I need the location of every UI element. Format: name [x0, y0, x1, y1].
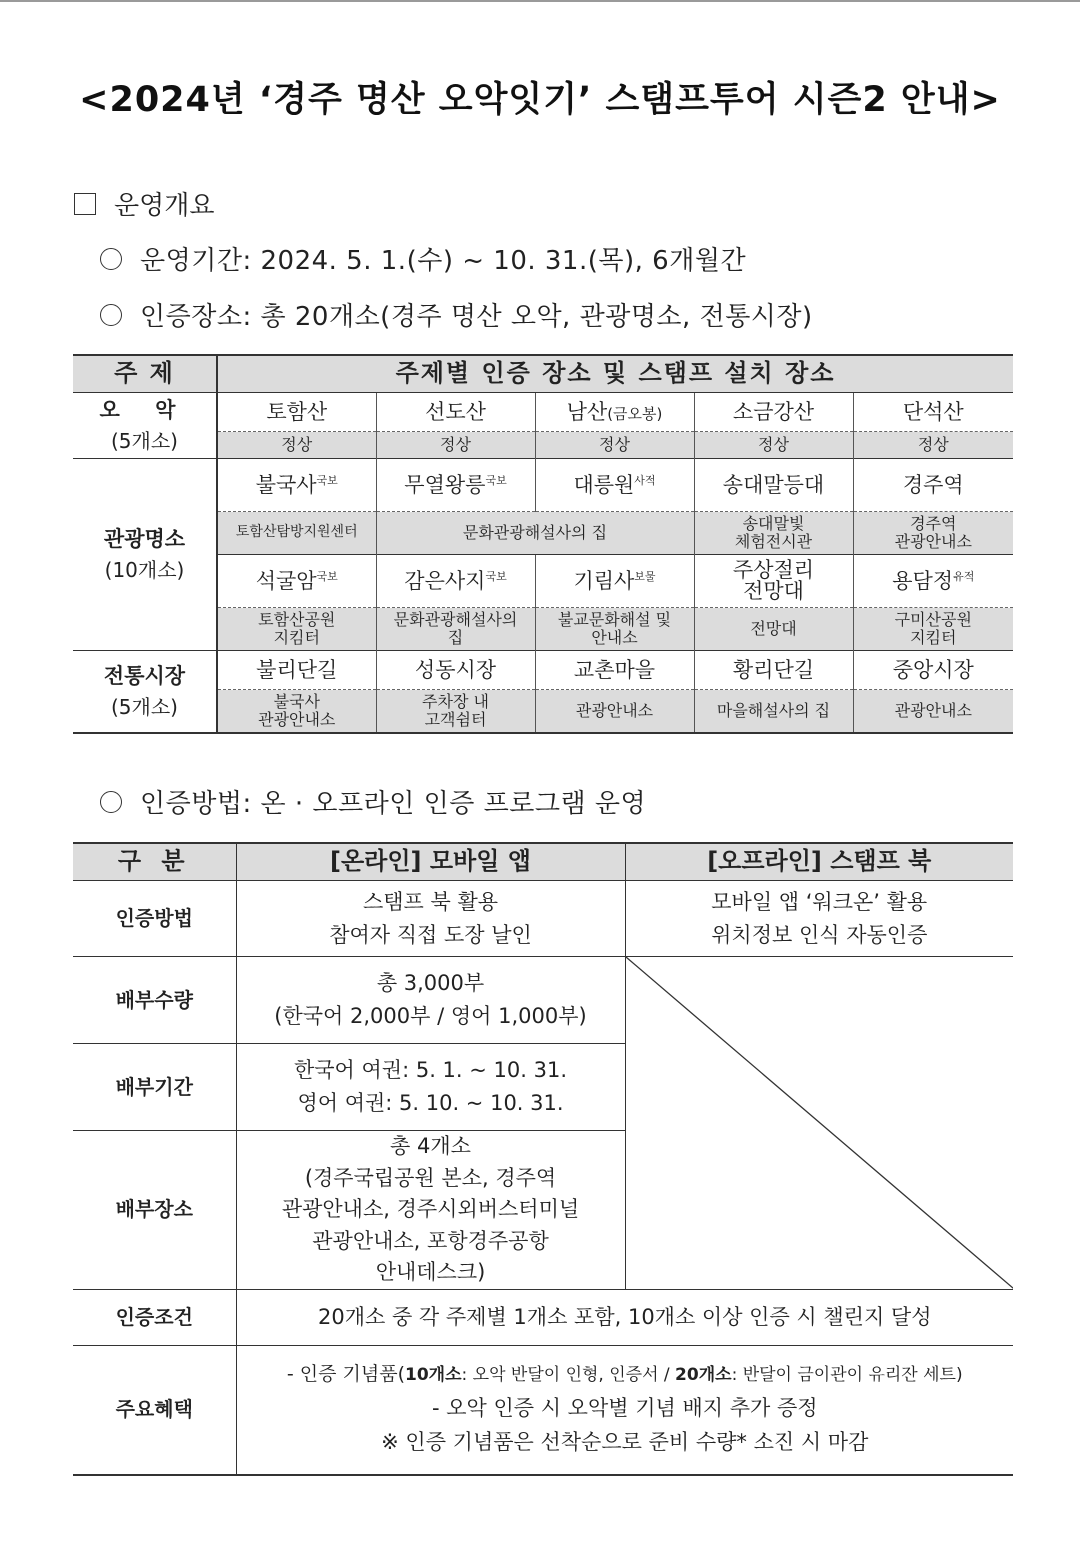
stamp-cell: 관광안내소 [535, 690, 694, 734]
main-benefits [236, 1345, 1013, 1475]
square-bullet-icon [74, 193, 96, 215]
stamp-cell: 불교문화해설 및 안내소 [535, 608, 694, 651]
place-cell: 용담정$^{유적}$ [853, 555, 1013, 608]
category-label: 오 악 [99, 397, 190, 422]
places-text: 인증장소: 총 20개소(경주 명산 오악, 관광명소, 전통시장) [140, 302, 813, 332]
circle-bullet-icon [100, 248, 122, 270]
stamp-cell: 주차장 내 고객쉼터 [376, 690, 535, 734]
place-cell: 석굴암$^{국보}$ [217, 555, 376, 608]
category-oak [73, 393, 217, 459]
category-label: 전통시장 [103, 663, 186, 688]
circle-bullet-icon [100, 791, 122, 813]
program-table [73, 842, 1013, 1476]
header-theme: 주 제 [73, 355, 217, 393]
place-cell: 주상절리 전망대 [694, 555, 853, 608]
benefit-line-2: - 오악 인증 시 오악별 기념 배지 추가 증정 [431, 1395, 818, 1420]
section-heading [74, 185, 214, 222]
category-count: (5개소) [111, 429, 178, 454]
row-label: 인증방법 [73, 881, 236, 957]
row-label: 인증조건 [73, 1289, 236, 1345]
row-label: 주요혜택 [73, 1345, 236, 1475]
place-cell: 기림사$^{보물}$ [535, 555, 694, 608]
header-division: 구 분 [73, 843, 236, 881]
place-cell: 중앙시장 [853, 651, 1013, 690]
place-cell: 대릉원$^{사적}$ [535, 459, 694, 512]
benefit-note: ※ 인증 기념품은 선착순으로 준비 수량* 소진 시 마감 [381, 1430, 869, 1455]
certification-condition: 20개소 중 각 주제별 1개소 포함, 10개소 이상 인증 시 챌린지 달성 [236, 1289, 1013, 1345]
diagonal-line [626, 957, 1014, 1289]
period-text: 운영기간: 2024. 5. 1.(수) ~ 10. 31.(목), 6개월간 [140, 246, 747, 276]
stamp-cell: 불국사 관광안내소 [217, 690, 376, 734]
top-border-line [0, 0, 1080, 2]
category-tour [73, 459, 217, 651]
distribution-quantity: 총 3,000부 (한국어 2,000부 / 영어 1,000부) [236, 957, 625, 1044]
stamp-cell: 관광안내소 [853, 690, 1013, 734]
row-label: 배부장소 [73, 1131, 236, 1290]
certification-places-table [73, 354, 1013, 734]
stamp-cell: 마을해설사의 집 [694, 690, 853, 734]
header-offline: [오프라인] 스탬프 북 [625, 843, 1013, 881]
benefit-line-1: - 인증 기념품(10개소: 오악 반달이 인형, 인증서 / 20개소: 반달이 금이관이 유리잔 세트) [286, 1363, 963, 1386]
stamp-cell: 송대말빛 체험전시관 [694, 512, 853, 555]
category-count: (5개소) [111, 695, 178, 720]
online-method: 스탬프 북 활용 참여자 직접 도장 날인 [236, 881, 625, 957]
distribution-period: 한국어 여권: 5. 1. ~ 10. 31. 영어 여권: 5. 10. ~ 10. 31. [236, 1044, 625, 1131]
header-online: [온라인] 모바일 앱 [236, 843, 625, 881]
stamp-cell: 토함산탐방지원센터 [217, 512, 376, 555]
page-title: <2024년 ‘경주 명산 오악잇기’ 스탬프투어 시즌2 안내> [79, 80, 1001, 120]
category-count: (10개소) [104, 558, 185, 583]
place-cell: 선도산 [376, 393, 535, 432]
header-places: 주제별 인증 장소 및 스탬프 설치 장소 [217, 355, 1013, 393]
place-cell: 경주역 [853, 459, 1013, 512]
category-market [73, 651, 217, 734]
stamp-cell: 정상 [535, 432, 694, 459]
row-label: 배부수량 [73, 957, 236, 1044]
stamp-cell: 정상 [853, 432, 1013, 459]
stamp-cell: 문화관광해설사의 집 [376, 608, 535, 651]
stamp-cell: 정상 [217, 432, 376, 459]
place-cell: 불리단길 [217, 651, 376, 690]
place-cell: 남산(금오봉) [535, 393, 694, 432]
section-heading-text: 운영개요 [114, 191, 215, 221]
place-cell: 소금강산 [694, 393, 853, 432]
place-cell: 불국사$^{국보}$ [217, 459, 376, 512]
category-label: 관광명소 [103, 526, 186, 551]
place-cell: 성동시장 [376, 651, 535, 690]
method-text: 인증방법: 온 · 오프라인 인증 프로그램 운영 [140, 789, 647, 819]
stamp-cell: 구미산공원 지킴터 [853, 608, 1013, 651]
place-cell: 교촌마을 [535, 651, 694, 690]
period-line [100, 240, 746, 277]
stamp-cell: 정상 [376, 432, 535, 459]
circle-bullet-icon [100, 304, 122, 326]
stamp-cell: 토함산공원 지킴터 [217, 608, 376, 651]
place-cell: 무열왕릉$^{국보}$ [376, 459, 535, 512]
place-cell: 황리단길 [694, 651, 853, 690]
place-cell: 단석산 [853, 393, 1013, 432]
not-applicable-cell [625, 957, 1013, 1290]
distribution-places: 총 4개소 (경주국립공원 본소, 경주역 관광안내소, 경주시외버스터미널 관광안내소, 포항경주공항 안내데스크) [236, 1131, 625, 1290]
offline-method: 모바일 앱 ‘워크온’ 활용 위치정보 인식 자동인증 [625, 881, 1013, 957]
stamp-cell: 전망대 [694, 608, 853, 651]
row-label: 배부기간 [73, 1044, 236, 1131]
stamp-cell: 문화관광해설사의 집 [376, 512, 694, 555]
place-cell: 송대말등대 [694, 459, 853, 512]
place-cell: 토함산 [217, 393, 376, 432]
stamp-cell: 경주역 관광안내소 [853, 512, 1013, 555]
place-cell: 감은사지$^{국보}$ [376, 555, 535, 608]
method-line [100, 783, 646, 820]
places-line [100, 296, 813, 333]
stamp-cell: 정상 [694, 432, 853, 459]
